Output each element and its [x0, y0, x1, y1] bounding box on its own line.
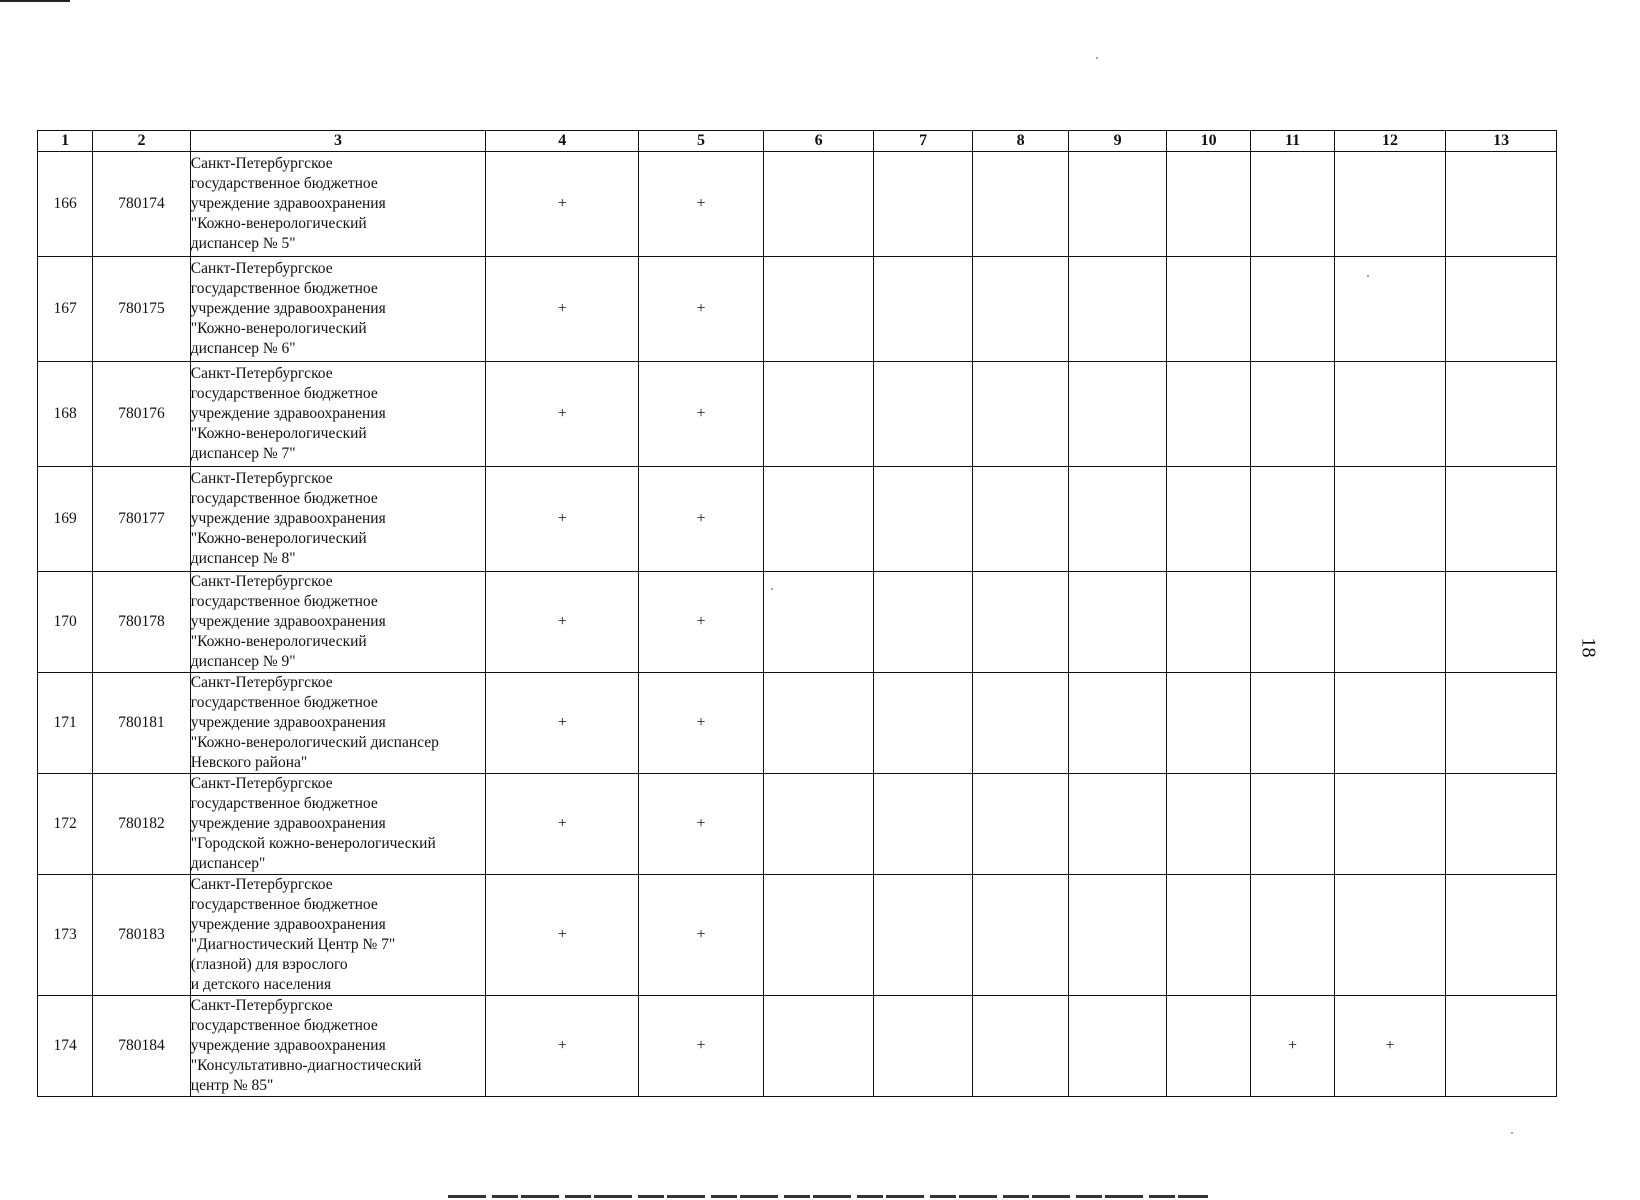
mark-col-12 [1334, 875, 1446, 996]
cell-col-6 [763, 152, 874, 257]
institution-name: Санкт-Петербургское государственное бюджетное учреждение здравоохранения "Консультативно-диагностический центр № 85" [190, 996, 486, 1097]
mark-col-5: + [639, 362, 764, 467]
cell-col-7 [874, 362, 973, 467]
cell-col-9 [1069, 362, 1167, 467]
cell-col-13 [1446, 774, 1557, 875]
mark-col-12 [1334, 673, 1446, 774]
institution-name: Санкт-Петербургское государственное бюджетное учреждение здравоохранения "Кожно-венерологический диспансер № 8" [190, 467, 486, 572]
cell-col-10 [1166, 362, 1250, 467]
mark-col-12 [1334, 152, 1446, 257]
table-row [38, 572, 1557, 673]
institution-code: 780183 [93, 875, 191, 996]
table-row [38, 996, 1557, 1097]
institution-name: Санкт-Петербургское государственное бюджетное учреждение здравоохранения "Диагностический Центр № 7" (глазной) для взрослого и детского населения [190, 875, 486, 996]
cell-col-8 [972, 467, 1069, 572]
mark-col-5: + [639, 774, 764, 875]
column-header: 8 [972, 131, 1069, 152]
cell-col-13 [1446, 875, 1557, 996]
row-number: 167 [38, 257, 93, 362]
column-header: 5 [639, 131, 764, 152]
cell-col-13 [1446, 152, 1557, 257]
mark-col-11 [1251, 875, 1334, 996]
mark-col-5: + [639, 673, 764, 774]
mark-col-11 [1251, 362, 1334, 467]
column-header: 7 [874, 131, 973, 152]
mark-col-11 [1251, 152, 1334, 257]
cell-col-6 [763, 467, 874, 572]
institution-code: 780176 [93, 362, 191, 467]
institution-code: 780181 [93, 673, 191, 774]
institution-name: Санкт-Петербургское государственное бюджетное учреждение здравоохранения "Кожно-венерологический диспансер Невского района" [190, 673, 486, 774]
cell-col-8 [972, 572, 1069, 673]
cell-col-9 [1069, 572, 1167, 673]
table-row [38, 774, 1557, 875]
cell-col-10 [1166, 875, 1250, 996]
cell-col-13 [1446, 572, 1557, 673]
table-row [38, 257, 1557, 362]
scan-speck [1367, 275, 1369, 277]
mark-col-11 [1251, 572, 1334, 673]
scan-speck [1511, 1132, 1513, 1134]
row-number: 169 [38, 467, 93, 572]
mark-col-4: + [486, 257, 639, 362]
cell-col-6 [763, 673, 874, 774]
cell-col-9 [1069, 152, 1167, 257]
mark-col-4: + [486, 152, 639, 257]
cell-col-7 [874, 257, 973, 362]
cell-col-6 [763, 774, 874, 875]
mark-col-12 [1334, 572, 1446, 673]
cell-col-13 [1446, 362, 1557, 467]
cell-col-7 [874, 572, 973, 673]
cell-col-7 [874, 774, 973, 875]
column-header: 3 [190, 131, 486, 152]
mark-col-4: + [486, 572, 639, 673]
row-number: 171 [38, 673, 93, 774]
institution-name: Санкт-Петербургское государственное бюджетное учреждение здравоохранения "Городской кожно-венерологический диспансер" [190, 774, 486, 875]
cell-col-10 [1166, 467, 1250, 572]
institution-name: Санкт-Петербургское государственное бюджетное учреждение здравоохранения "Кожно-венерологический диспансер № 5" [190, 152, 486, 257]
mark-col-4: + [486, 362, 639, 467]
institution-name: Санкт-Петербургское государственное бюджетное учреждение здравоохранения "Кожно-венерологический диспансер № 6" [190, 257, 486, 362]
column-header: 4 [486, 131, 639, 152]
mark-col-12 [1334, 467, 1446, 572]
cell-col-8 [972, 152, 1069, 257]
column-header: 10 [1166, 131, 1250, 152]
scan-speck [1096, 57, 1098, 59]
mark-col-4: + [486, 673, 639, 774]
cell-col-13 [1446, 996, 1557, 1097]
column-header: 9 [1069, 131, 1167, 152]
mark-col-5: + [639, 467, 764, 572]
cell-col-7 [874, 996, 973, 1097]
mark-col-12 [1334, 362, 1446, 467]
mark-col-11: + [1251, 996, 1334, 1097]
cell-col-10 [1166, 572, 1250, 673]
scan-edge-mark-bottom [448, 1195, 1208, 1198]
mark-col-5: + [639, 257, 764, 362]
institution-code: 780174 [93, 152, 191, 257]
row-number: 170 [38, 572, 93, 673]
cell-col-10 [1166, 257, 1250, 362]
row-number: 166 [38, 152, 93, 257]
mark-col-11 [1251, 467, 1334, 572]
row-number: 168 [38, 362, 93, 467]
column-header: 12 [1334, 131, 1446, 152]
institution-code: 780177 [93, 467, 191, 572]
cell-col-8 [972, 362, 1069, 467]
cell-col-10 [1166, 152, 1250, 257]
column-header: 11 [1251, 131, 1334, 152]
mark-col-11 [1251, 257, 1334, 362]
cell-col-8 [972, 996, 1069, 1097]
column-header: 13 [1446, 131, 1557, 152]
institution-code: 780178 [93, 572, 191, 673]
cell-col-6 [763, 362, 874, 467]
table-row [38, 875, 1557, 996]
column-header: 6 [763, 131, 874, 152]
mark-col-5: + [639, 875, 764, 996]
mark-col-5: + [639, 572, 764, 673]
column-header: 1 [38, 131, 93, 152]
table-row [38, 467, 1557, 572]
cell-col-13 [1446, 673, 1557, 774]
cell-col-7 [874, 875, 973, 996]
cell-col-7 [874, 673, 973, 774]
mark-col-4: + [486, 996, 639, 1097]
cell-col-8 [972, 673, 1069, 774]
cell-col-10 [1166, 996, 1250, 1097]
mark-col-4: + [486, 467, 639, 572]
cell-col-6 [763, 572, 874, 673]
cell-col-13 [1446, 257, 1557, 362]
cell-col-8 [972, 875, 1069, 996]
institution-name: Санкт-Петербургское государственное бюджетное учреждение здравоохранения "Кожно-венерологический диспансер № 9" [190, 572, 486, 673]
mark-col-11 [1251, 774, 1334, 875]
header-row [38, 131, 1557, 152]
page-number: 18 [1577, 637, 1600, 658]
cell-col-9 [1069, 673, 1167, 774]
cell-col-7 [874, 467, 973, 572]
mark-col-5: + [639, 152, 764, 257]
mark-col-12 [1334, 257, 1446, 362]
row-number: 172 [38, 774, 93, 875]
cell-col-8 [972, 774, 1069, 875]
mark-col-4: + [486, 774, 639, 875]
institution-code: 780184 [93, 996, 191, 1097]
cell-col-8 [972, 257, 1069, 362]
cell-col-9 [1069, 467, 1167, 572]
mark-col-12 [1334, 774, 1446, 875]
cell-col-6 [763, 257, 874, 362]
table-row [38, 673, 1557, 774]
scan-edge-mark-top [0, 0, 70, 2]
cell-col-10 [1166, 774, 1250, 875]
cell-col-6 [763, 875, 874, 996]
row-number: 173 [38, 875, 93, 996]
column-header: 2 [93, 131, 191, 152]
cell-col-10 [1166, 673, 1250, 774]
institutions-table [37, 130, 1557, 1097]
institution-name: Санкт-Петербургское государственное бюджетное учреждение здравоохранения "Кожно-венерологический диспансер № 7" [190, 362, 486, 467]
table-row [38, 362, 1557, 467]
cell-col-9 [1069, 774, 1167, 875]
mark-col-12: + [1334, 996, 1446, 1097]
cell-col-9 [1069, 996, 1167, 1097]
mark-col-11 [1251, 673, 1334, 774]
cell-col-9 [1069, 257, 1167, 362]
table-row [38, 152, 1557, 257]
institution-code: 780182 [93, 774, 191, 875]
mark-col-4: + [486, 875, 639, 996]
institution-code: 780175 [93, 257, 191, 362]
cell-col-13 [1446, 467, 1557, 572]
row-number: 174 [38, 996, 93, 1097]
cell-col-9 [1069, 875, 1167, 996]
scan-speck [771, 588, 773, 590]
cell-col-6 [763, 996, 874, 1097]
mark-col-5: + [639, 996, 764, 1097]
cell-col-7 [874, 152, 973, 257]
